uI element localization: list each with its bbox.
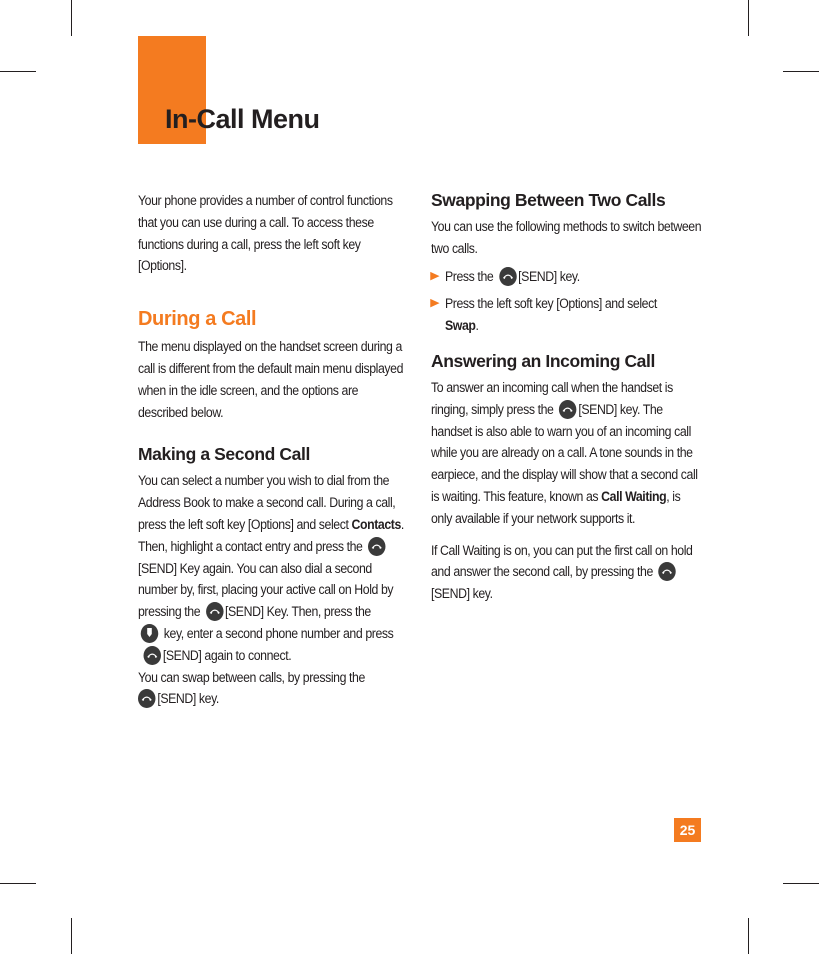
call-waiting-bold: Call Waiting [601,488,667,504]
during-call-heading: During a Call [138,308,257,331]
answering-heading: Answering an Incoming Call [431,350,655,371]
swap-bold: Swap [445,318,476,334]
second-call-paragraph [138,470,408,710]
answering-text-3: If Call Waiting is on, you can put the first call on hold and answer the second call, by pressing the [431,542,693,580]
second-call-text-2: . Then, highlight a contact entry and press the [138,516,404,554]
intro-paragraph: Your phone provides a number of control functions that you can use during a call. To access these functions during a call, press the left soft key [Options]. [138,193,393,274]
page-title: In-Call Menu [165,104,320,134]
answering-text-1: To answer an incoming call when the handset is ringing, simply press the [431,379,673,417]
list-item [431,266,706,288]
page-number: 25 [674,818,701,842]
second-call-text-4: You can swap between calls, by pressing the [138,669,365,685]
crop-mark [0,71,36,72]
second-call-heading: Making a Second Call [138,444,310,465]
answering-text-2: , is only available if your network supports it. [431,488,681,526]
answering-send-1: [SEND] key. The handset is also able to warn you of an incoming call while you are already on a call. A tone sounds in the earpiece, and the display will show that a second call is waiting. This feature, known as [431,401,698,504]
send-key-icon [138,689,155,708]
crop-mark [71,0,72,36]
send-key-icon [368,537,385,556]
second-call-send-4: [SEND] key. [157,691,219,707]
second-call-text-1: You can select a number you wish to dial from the Address Book to make a second call. During a call, press the left soft key [Options] and select [138,473,396,532]
send-key-icon [559,400,576,419]
send-key-icon [658,562,675,581]
right-column [431,190,706,605]
second-call-text-3: key, enter a second phone number and press [163,625,394,641]
bullet-1-suffix: [SEND] key. [518,268,580,284]
list-item [431,293,706,337]
contacts-bold: Contacts [351,516,401,532]
answering-paragraph [431,377,704,530]
crop-mark [0,883,36,884]
bullet-arrow-icon: ▶ [430,297,440,310]
crop-mark [783,883,819,884]
crop-mark [748,918,749,954]
left-column [138,190,410,710]
second-call-send-2: [SEND] Key. Then, press the [224,604,371,620]
bullet-text [445,293,685,337]
crop-mark [71,918,72,954]
swapping-paragraph: You can use the following methods to switch between two calls. [431,219,702,256]
bullet-arrow-icon: ▶ [430,269,440,282]
send-key-icon [144,646,161,665]
bullet-text [445,266,580,288]
send-key-icon [499,267,516,286]
send-key-icon [206,602,223,621]
swapping-heading: Swapping Between Two Calls [431,190,666,210]
bullet-2-end: . [475,318,479,334]
bullet-2-text: Press the left soft key [Options] and select [445,296,657,312]
bullet-1-prefix: Press the [445,268,494,284]
star-key-icon [141,624,158,643]
crop-mark [748,0,749,36]
answering-send-2: [SEND] key. [431,586,493,602]
second-call-send-1: [SEND] Key again. You can also dial a second number by, first, placing your active call on Hold by pressing the [138,560,394,620]
second-call-send-3: [SEND] again to connect. [162,647,292,663]
call-waiting-paragraph [431,540,704,605]
crop-mark [783,71,819,72]
during-call-paragraph: The menu displayed on the handset screen during a call is different from the default main menu displayed when in the idle screen, and the options are described below. [138,339,404,420]
